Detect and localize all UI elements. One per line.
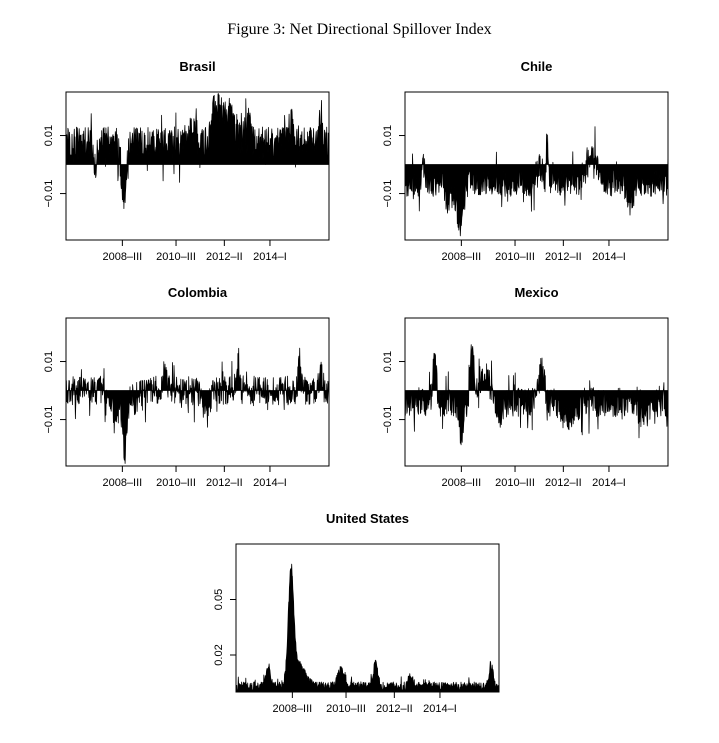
panel-title-colombia: Colombia: [167, 285, 228, 300]
x-tick-label-colombia: 2012–II: [205, 477, 243, 489]
x-tick-label-united-states: 2014–I: [423, 703, 457, 715]
x-tick-label-mexico: 2012–II: [544, 477, 582, 489]
x-tick-label-brasil: 2014–I: [253, 251, 287, 263]
x-tick-label-colombia: 2014–I: [253, 477, 287, 489]
series-area-brasil: [66, 94, 329, 209]
x-tick-label-mexico: 2010–III: [495, 477, 535, 489]
series-area-united-states: [236, 564, 499, 692]
series-area-mexico: [405, 345, 668, 445]
plot-frame-united-states: [236, 544, 499, 692]
y-tick-label-united-states: 0.05: [213, 588, 225, 611]
chart-united-states: [213, 544, 499, 715]
x-tick-label-chile: 2010–III: [495, 251, 535, 263]
x-tick-label-united-states: 2010–III: [326, 703, 366, 715]
chart-brasil: [43, 92, 329, 263]
panel-title-chile: Chile: [520, 59, 553, 74]
x-tick-label-colombia: 2008–III: [102, 477, 143, 489]
panel-title-united-states: United States: [325, 511, 410, 526]
y-tick-label-brasil: 0.01: [43, 124, 55, 147]
x-tick-label-chile: 2008–III: [441, 251, 482, 263]
x-tick-label-chile: 2012–II: [544, 251, 582, 263]
y-tick-label-colombia: −0.01: [43, 405, 55, 434]
y-tick-label-chile: 0.01: [382, 124, 394, 147]
series-area-colombia: [66, 348, 329, 463]
y-tick-label-brasil: −0.01: [43, 179, 55, 208]
panel-title-brasil: Brasil: [179, 59, 216, 74]
y-tick-label-colombia: 0.01: [43, 350, 55, 373]
y-tick-label-mexico: −0.01: [382, 405, 394, 434]
y-tick-label-mexico: 0.01: [382, 350, 394, 373]
x-tick-label-chile: 2014–I: [592, 251, 626, 263]
x-tick-label-brasil: 2012–II: [205, 251, 243, 263]
x-tick-label-united-states: 2012–II: [375, 703, 413, 715]
chart-chile: [382, 92, 668, 263]
x-tick-label-united-states: 2008–III: [272, 703, 313, 715]
x-tick-label-brasil: 2010–III: [156, 251, 196, 263]
chart-mexico: [382, 318, 668, 489]
chart-colombia: [43, 318, 329, 489]
x-tick-label-mexico: 2014–I: [592, 477, 626, 489]
x-tick-label-colombia: 2010–III: [156, 477, 196, 489]
series-area-chile: [405, 127, 668, 236]
panel-title-mexico: Mexico: [514, 285, 559, 300]
x-tick-label-mexico: 2008–III: [441, 477, 482, 489]
y-tick-label-united-states: 0.02: [213, 644, 225, 666]
figure-title: Figure 3: Net Directional Spillover Index: [227, 21, 492, 38]
x-tick-label-brasil: 2008–III: [102, 251, 143, 263]
y-tick-label-chile: −0.01: [382, 179, 394, 208]
